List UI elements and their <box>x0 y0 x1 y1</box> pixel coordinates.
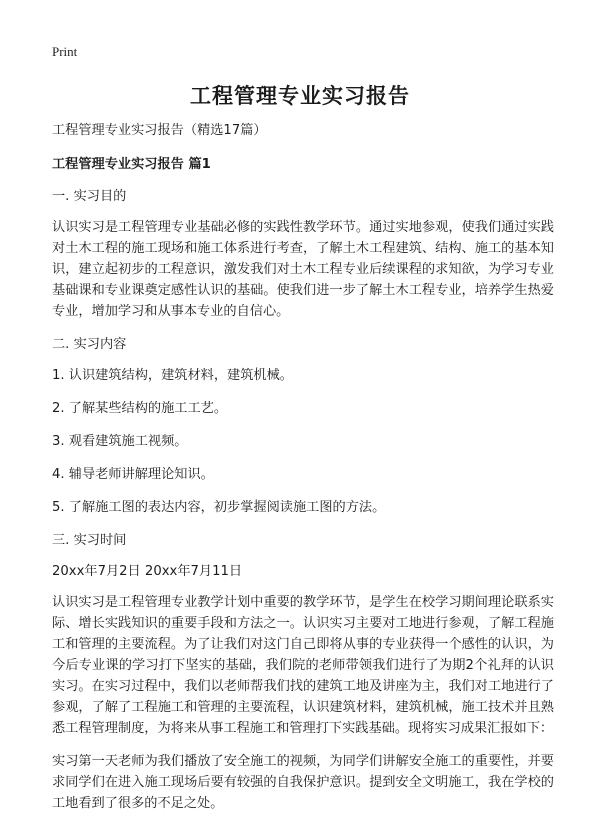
list-item: 2. 了解某些结构的施工工艺。 <box>52 401 228 416</box>
paragraph-day-one: 实习第一天老师为我们播放了安全施工的视频，为同学们讲解安全施工的重要性，并要求同学们在进入施工现场后要有较强的自我保护意识。提到安全文明施工，我在学校的工地看到了很多的不足之处。 <box>52 754 554 811</box>
list-item: 3. 观看建筑施工视频。 <box>52 434 188 449</box>
document-subtitle: 工程管理专业实习报告（精选17篇） <box>52 123 267 138</box>
list-item: 1. 认识建筑结构，建筑材料，建筑机械。 <box>52 368 293 383</box>
heading-purpose: 一. 实习目的 <box>52 189 127 204</box>
heading-content: 二. 实习内容 <box>52 337 127 352</box>
list-item: 5. 了解施工图的表达内容，初步掌握阅读施工图的方法。 <box>52 500 386 515</box>
document-body <box>52 120 554 826</box>
document-title: 工程管理专业实习报告 <box>190 84 410 108</box>
heading-time: 三. 实习时间 <box>52 533 127 548</box>
print-link[interactable]: Print <box>52 44 78 59</box>
paragraph-overview: 认识实习是工程管理专业教学计划中重要的教学环节，是学生在校学习期间理论联系实际、增长实践知识的重要手段和方法之一。认识实习主要对工地进行参观，了解工程施工和管理的主要流程。为了让我们对这门自己即将从事的专业获得一个感性的认识，为今后专业课的学习打下坚实的基础，我们院的老师带领我们进行了为期2个礼拜的认识实习。在实习过程中，我们以老师帮我们找的建筑工地及讲座为主，我们对工地进行了参观，了解了工程施工和管理的主要流程，认识建筑材料，建筑机械，施工技术并且熟悉工程管理制度，为将来从事工程施工和管理打下实践基础。现将实习成果汇报如下： <box>52 595 554 736</box>
list-item: 4. 辅导老师讲解理论知识。 <box>52 467 214 482</box>
paragraph-purpose: 认识实习是工程管理专业基础必修的实践性教学环节。通过实地参观，使我们通过实践对土木工程的施工现场和施工体系进行考查，了解土木工程建筑、结构、施工的基本知识，建立起初步的工程意识，激发我们对土木工程专业后续课程的求知欲，为学习专业基础课和专业课奠定感性认识的基础。使我们进一步了解土木工程专业，培养学生热爱专业，增加学习和从事本专业的自信心。 <box>52 220 554 319</box>
section-title: 工程管理专业实习报告 篇1 <box>52 157 211 172</box>
date-range: 20xx年7月2日 20xx年7月11日 <box>52 564 243 579</box>
